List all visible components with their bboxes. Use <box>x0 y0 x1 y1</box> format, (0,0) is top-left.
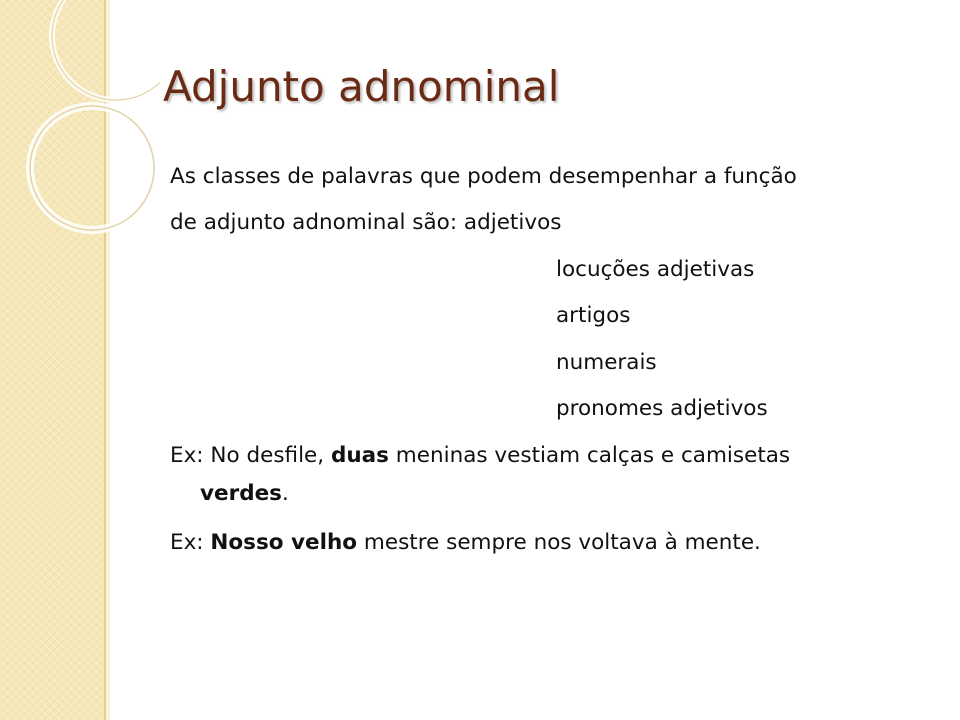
example-2 <box>170 530 761 555</box>
list-item: artigos <box>556 303 631 328</box>
example-1-end: . <box>281 481 289 506</box>
intro-line-1: As classes de palavras que podem desempenhar a função <box>170 164 797 189</box>
example-2-rest: mestre sempre nos voltava à mente. <box>357 530 761 555</box>
example-1-line-1 <box>170 443 790 468</box>
example-1-bold-verdes: verdes <box>200 481 282 506</box>
list-item: pronomes adjetivos <box>556 396 768 421</box>
list-item: numerais <box>556 350 657 375</box>
intro-line-2: de adjunto adnominal são: adjetivos <box>170 210 562 235</box>
decorative-circle-top-outline <box>52 0 160 100</box>
decorative-circle-large-outline <box>30 106 154 230</box>
decorative-circle-top <box>52 0 160 100</box>
example-1-middle: meninas vestiam calças e camisetas <box>388 443 791 468</box>
example-1-prefix: Ex: No desfile, <box>170 443 331 468</box>
example-2-bold: Nosso velho <box>210 530 358 555</box>
example-1-line-2 <box>200 481 289 506</box>
decorative-circles <box>0 0 160 260</box>
list-item: locuções adjetivas <box>556 257 755 282</box>
example-1-bold-duas: duas <box>330 443 389 468</box>
example-2-prefix: Ex: <box>170 530 211 555</box>
slide-title: Adjunto adnominal <box>163 62 560 111</box>
